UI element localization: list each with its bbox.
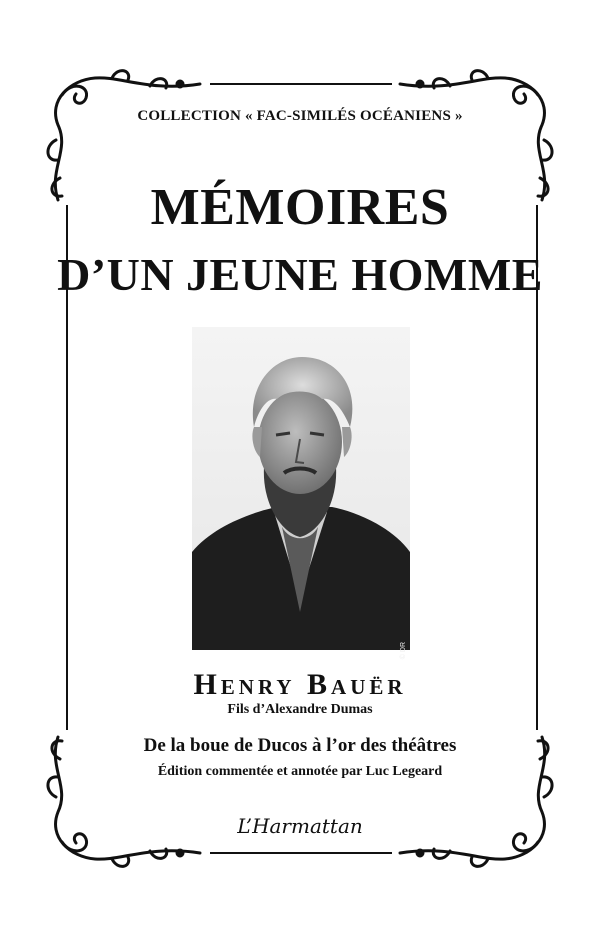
book-subtitle: De la boue de Ducos à l’or des théâtres	[143, 735, 457, 756]
author-name: Henry Bauër	[193, 668, 407, 701]
publisher-logo: L’Harmattan	[237, 814, 363, 838]
author-portrait	[192, 327, 410, 660]
title-line-2: D’UN JEUNE HOMME	[57, 249, 543, 300]
edition-note: Édition commentée et annotée par Luc Legeard	[157, 764, 443, 779]
collection-label: COLLECTION « FAC-SIMILÉS OCÉANIENS »	[137, 108, 463, 124]
author-note: Fils d’Alexandre Dumas	[227, 702, 373, 717]
photo-credit: © DR	[400, 642, 407, 660]
title-line-1: MÉMOIRES	[150, 179, 450, 236]
